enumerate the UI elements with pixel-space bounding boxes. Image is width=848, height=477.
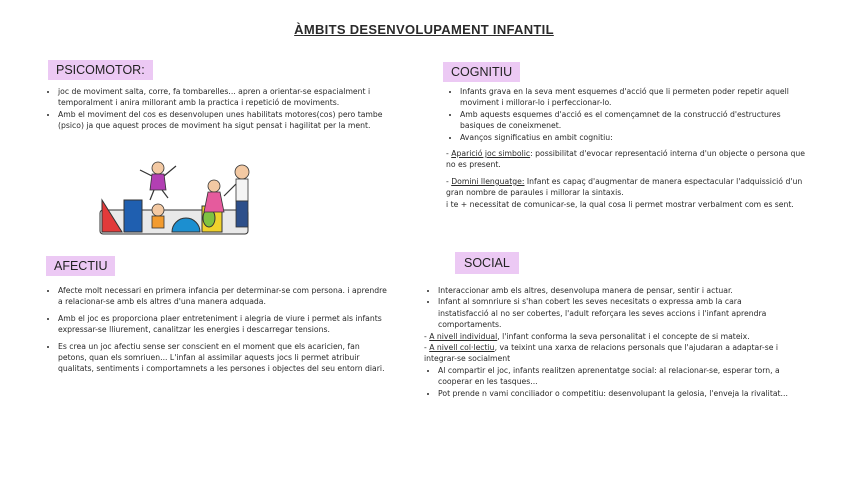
list-item: • Es crea un joc afectiu sense ser conscient en el moment que els acaricien, fan petons, quan els somriuen... L'infan al assimilar aquests jocs li permet atribuir qualitats, sentiments i comportamnets a les persones i objectes del seu entorn diari. [58,341,390,375]
cognitiu-heading: COGNITIU [443,62,520,82]
individual-level-text: - A nivell individual, l'infant conforma la seva personalitat i el concepte de si mateix. [424,331,750,341]
list-item: • Interaccionar amb els altres, desenvolupa manera de pensar, sentir i actuar. [438,285,790,296]
psicomotor-heading: PSICOMOTOR: [48,60,153,80]
afectiu-heading: AFECTIU [46,256,115,276]
cognitiu-text [446,86,812,210]
list-item: • Infants grava en la seva ment esquemes d'acció que li permeten poder repetir aquell moviment i millorar-lo i perfeccionar-lo. [460,86,812,109]
symbolic-play-text: - Aparició joc simbolic: possibilitat d'evocar representació interna d'un objecte o persona que no es present. [446,149,806,170]
list-item: • Avanços significatius en ambit cognitiu: [460,132,812,143]
collective-level-text: - A nivell col·lectiu, va teixint una xarxa de relacions personals que l'ajudaran a adaptar-se i integrar-se socialment [424,343,779,364]
list-item: • joc de moviment salta, corre, fa tombarelles... apren a orientar-se espacialment i temporalment i anira millorant amb la practica i repetició de moviments. [58,86,384,109]
page-title: ÀMBITS DESENVOLUPAMENT INFANTIL [294,22,554,37]
list-item: • Amb el joc es proporciona plaer entreteniment i alegria de viure i permet als infants expressar-se lliurement, canalitzar les energies i descarregar tensions. [58,313,390,336]
list-item: • Infant al somnriure si s'han cobert les seves necesitats o expressa amb la cara instatisfacció al no ser cobertes, l'adult reforçara les seves accions i l'infant aprendra comportaments. [438,296,790,330]
list-item: • Amb el moviment del cos es desenvolupen unes habilitats motores(cos) pero tambe (psico) ja que aquest proces de moviment ha sigut pensat i hagilitat per la ment. [58,109,384,132]
social-heading: SOCIAL [455,252,519,274]
list-item: • Al compartir el joc, infants realitzen aprenentatge social: al relacionar-se, esperar torn, a cooperar en les tasques... [438,365,790,388]
list-item: • Amb aquests esquemes d'acció es el començamnet de la construcció d'estructures basiques de coneixmenet. [460,109,812,132]
list-item: • Pot prende n vami conciliador o competitiu: desenvolupant la gelosia, l'enveja la rivalitat... [438,388,790,399]
psicomotor-text [44,86,384,132]
children-playing-illustration [94,160,264,238]
social-text [424,285,790,399]
language-text: - Domini llenguatge: Infant es capaç d'augmentar de manera espectacular l'adquissició d'un gran nombre de paraules i millorar la sintaxis. [446,176,803,198]
list-item: • Afecte molt necessari en primera infancia per determinar-se com persona. i aprendre a relacionar-se amb els altres d'una manera adquada. [58,285,390,308]
afectiu-text [44,285,390,375]
communication-text: i te + necessitat de comunicar-se, la qual cosa li permet mostrar verbalment com es sent. [446,199,794,209]
